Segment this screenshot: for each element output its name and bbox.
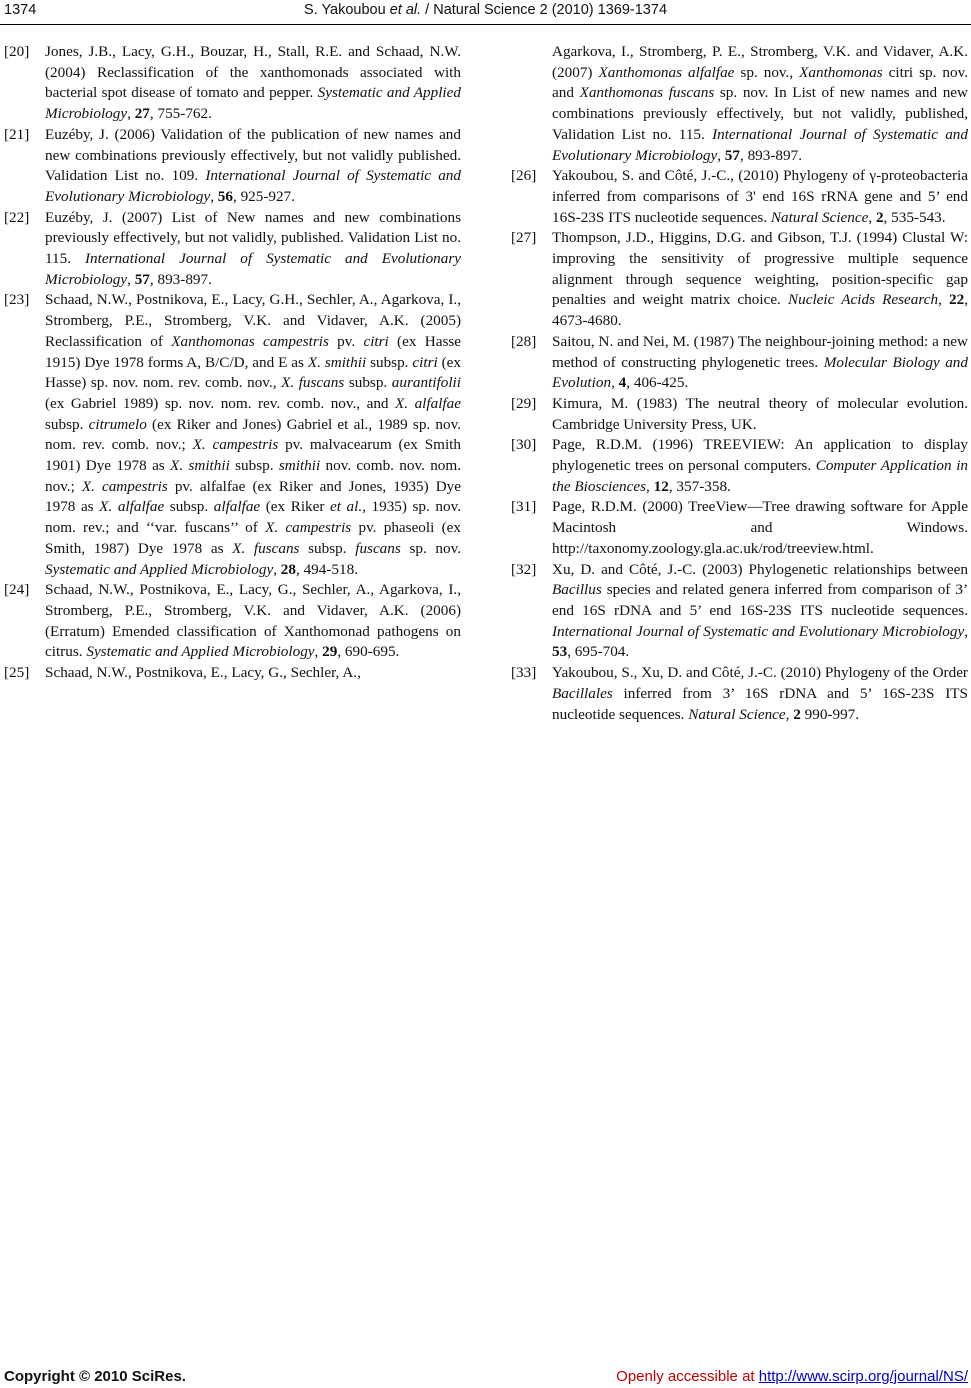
reference-text-segment: pv. (328, 332, 364, 350)
reference-text-segment: Schaad, N.W., Postnikova, E., Lacy, G., Sechler, A., Agarkova, I., Stromberg, P.E., Stromberg, V.K. and Vidaver, A.K. (2006) (Erratum) Emended classification of Xanthomonad pathogens on citrus. (45, 581, 461, 661)
reference-italic-text: X. alfalfae (395, 394, 461, 412)
reference-text-segment: , 925-927. (232, 187, 295, 205)
reference-text-segment: sp. nov. (400, 539, 461, 557)
reference-italic-text: alfalfae (213, 498, 261, 516)
reference-number: [32] (511, 560, 537, 578)
reference-italic-text: Xanthomonas (799, 63, 883, 81)
reference-italic-text: Xanthomonas alfalfae (598, 63, 735, 81)
reference-text-segment: , (646, 477, 654, 495)
reference-number: [25] (4, 664, 30, 682)
reference-number: [21] (4, 125, 30, 143)
reference-text-segment: , (717, 146, 725, 164)
reference-volume: 27 (134, 105, 150, 123)
reference-text-segment: pv. alfalfae (ex Riker and Jones, 1935) Dye 1978 as (45, 477, 462, 516)
reference-entry (511, 166, 968, 228)
reference-text-segment: Xu, D. and Côté, J.-C. (2003) Phylogenetic relationships between (552, 560, 968, 578)
reference-text (552, 332, 968, 394)
reference-italic-text: Molecular Biology and Evolution (552, 353, 968, 392)
page-header (0, 0, 971, 24)
reference-entry (4, 580, 461, 663)
reference-italic-text: Xanthomonas campestris (171, 332, 329, 350)
reference-entry (4, 208, 461, 291)
reference-number: [20] (4, 43, 30, 60)
header-rule (0, 24, 971, 25)
reference-text-segment: , (273, 560, 281, 578)
reference-text-segment: subsp. (366, 353, 413, 371)
reference-text-segment: Kimura, M. (1983) The neutral theory of molecular evolution. Cambridge University Press, UK. (552, 394, 968, 433)
reference-entry (511, 435, 968, 497)
reference-text-segment: , (611, 374, 619, 392)
reference-text-segment: , (210, 187, 218, 205)
reference-text-segment: (ex Hasse 1915) Dye 1978 forms A, B/C/D, and E as (45, 332, 462, 371)
reference-number: [28] (511, 332, 537, 350)
reference-text-segment: Euzéby, J. (2006) Validation of the publication of new names and new combinations previously effectively, but not validly published. Validation List no. 109. (45, 125, 461, 185)
references-right-column (511, 42, 968, 725)
reference-italic-text: citri (363, 332, 389, 350)
reference-italic-text: et al., (330, 498, 366, 516)
reference-volume: 22 (949, 291, 965, 309)
journal-link[interactable]: http://www.scirp.org/journal/NS/ (758, 1368, 968, 1385)
reference-number: [24] (4, 581, 30, 599)
reference-text-segment: citri sp. nov. and (552, 63, 968, 102)
reference-number: [26] (511, 167, 537, 185)
reference-italic-text: X. fuscans (281, 374, 345, 392)
reference-text-segment: Saitou, N. and Nei, M. (1987) The neighbour-joining method: a new method of constructing phylogenetic trees. (552, 332, 968, 371)
reference-text-segment: species and related genera inferred from comparison of 3’ end 16S rDNA and 5’ end 16S-23S ITS nucleotide sequences. (552, 581, 968, 619)
reference-entry (511, 332, 968, 394)
reference-text-segment: , (314, 643, 323, 661)
reference-text-segment: subsp. (164, 498, 214, 516)
reference-text-segment: , 535-543. (883, 208, 946, 226)
reference-entry (4, 663, 461, 684)
reference-entry (511, 497, 968, 559)
page-footer (0, 1368, 971, 1388)
reference-volume: 29 (322, 643, 338, 661)
reference-text-segment: subsp. (229, 457, 279, 475)
reference-volume: 57 (724, 146, 740, 164)
reference-text-segment: , 690-695. (337, 643, 400, 661)
reference-text-segment: inferred from 3’ 16S rDNA and 5’ 16S-23S ITS nucleotide sequences. (552, 684, 968, 723)
reference-text-segment: Schaad, N.W., Postnikova, E., Lacy, G.H., Sechler, A., Agarkova, I., Stromberg, P.E., Stromberg, V.K. and Vidaver, A.K. (2005) Reclassification of (45, 291, 461, 350)
reference-italic-text: International Journal of Systematic and Evolutionary Microbiology (45, 167, 461, 205)
reference-text-segment: (ex Gabriel 1989) sp. nov. nom. rev. comb. nov., and (45, 394, 396, 412)
reference-volume: 2 (875, 208, 884, 226)
reference-text-segment: Yakoubou, S., Xu, D. and Côté, J.-C. (2010) Phylogeny of the Order (552, 664, 968, 682)
reference-text-segment: Schaad, N.W., Postnikova, E., Lacy, G., Sechler, A., (45, 664, 361, 682)
reference-italic-text: X. alfalfae (99, 498, 165, 516)
reference-volume: 57 (134, 270, 150, 288)
reference-text-segment: pv. malvacearum (ex Smith 1901) Dye 1978 as (45, 436, 461, 475)
running-head (0, 2, 971, 18)
reference-text-segment: (ex Riker (260, 498, 331, 516)
reference-volume: 53 (552, 643, 568, 661)
reference-text-segment: Yakoubou, S. and Côté, J.-C., (2010) Phylogeny of γ-proteobacteria inferred from comparisons of 3' end 16S rRNA gene and 5’ end 16S-23S ITS nucleotide sequences. (552, 167, 968, 226)
reference-number: [30] (511, 436, 537, 454)
reference-text-segment: Thompson, J.D., Higgins, D.G. and Gibson, T.J. (1994) Clustal W: improving the sensitivity of progressive multiple sequence alignment through sequence weighting, position-specific gap penalties and weight matrix choice. (552, 229, 968, 309)
reference-entry (4, 290, 461, 580)
reference-text-segment: Agarkova, I., Stromberg, P. E., Stromberg, V.K. and Vidaver, A.K. (2007) (552, 43, 968, 81)
reference-text-segment: subsp. (344, 374, 392, 392)
references-left-column (4, 42, 461, 684)
reference-text-segment: 1935) sp. nov. nom. rev.; and ‘‘var. fuscans’’ of (45, 498, 461, 537)
reference-text-segment: Jones, J.B., Lacy, G.H., Bouzar, H., Stall, R.E. and Schaad, N.W. (2004) Reclassification of the xanthomonads associated with bacterial spot disease of tomato and pepper. (45, 43, 461, 102)
reference-text (552, 663, 968, 725)
copyright-notice: Copyright © 2010 SciRes. (4, 1368, 186, 1385)
reference-number: [29] (511, 394, 537, 412)
reference-entry (511, 42, 968, 166)
reference-volume: 28 (280, 560, 296, 578)
reference-text-segment: pv. phaseoli (ex Smith, 1987) Dye 1978 as (45, 519, 461, 557)
running-head-authors: S. Yakoubou (303, 2, 390, 18)
reference-italic-text: Systematic and Applied Microbiology (45, 84, 461, 123)
reference-italic-text: Bacillales (552, 684, 613, 702)
reference-italic-text: Bacillus (552, 581, 602, 599)
reference-text (45, 580, 461, 663)
reference-text-segment: subsp. (299, 539, 356, 557)
reference-italic-text: citri (412, 353, 438, 371)
reference-text-segment: Euzéby, J. (2007) List of New names and new combinations previously effectively, but not validly, published. Validation List no. 115. (45, 208, 461, 268)
reference-text-segment: subsp. (45, 415, 89, 433)
reference-entry (4, 125, 461, 208)
reference-text-segment: , (127, 105, 135, 123)
reference-number: [31] (511, 498, 537, 516)
reference-italic-text: X. fuscans (232, 539, 300, 557)
reference-text-segment: , 357-358. (668, 477, 731, 495)
reference-text-segment: sp. nov. In List of new names and new combinations previously effectively, but not validly, published, Validation List no. 115. (552, 84, 969, 143)
reference-italic-text: Natural Science (770, 208, 869, 226)
reference-text (552, 435, 968, 497)
reference-italic-text: Xanthomonas fuscans (579, 84, 715, 102)
reference-text (552, 228, 968, 332)
reference-italic-text: Natural Science (688, 705, 786, 723)
reference-text (45, 42, 461, 125)
reference-text (552, 394, 968, 435)
reference-text (45, 663, 461, 684)
reference-text-segment: , 893-897. (739, 146, 802, 164)
reference-italic-text: X. campestris (265, 519, 352, 537)
reference-volume: 56 (217, 187, 233, 205)
reference-text (45, 290, 461, 580)
reference-italic-text: aurantifolii (391, 374, 461, 392)
reference-text-segment: , 4673-4680. (552, 291, 968, 330)
reference-italic-text: Systematic and Applied Microbiology (86, 643, 315, 661)
reference-italic-text: X. smithii (170, 457, 230, 475)
reference-text (552, 497, 968, 559)
reference-number: [22] (4, 208, 30, 226)
reference-text-segment: 990-997. (800, 705, 860, 723)
reference-entry (4, 42, 461, 125)
reference-text-segment: (ex Hasse) sp. nov. nom. rev. comb. nov., (45, 353, 461, 392)
reference-text (552, 42, 968, 166)
running-head-journal: / Natural Science 2 (2010) 1369-1374 (421, 2, 668, 18)
reference-text-segment: , (868, 208, 876, 226)
reference-entry (511, 560, 968, 664)
reference-text-segment: Page, R.D.M. (2000) TreeView—Tree drawing software for Apple Macintosh and Windows. http://taxonomy.zoology.gla.ac.uk/rod/treeview.html. (552, 498, 968, 557)
reference-text-segment: nov. comb. nov. nom. nov.; (45, 457, 461, 495)
reference-text (45, 125, 461, 208)
reference-text-segment: , (964, 622, 968, 640)
reference-italic-text: X. campestris (192, 436, 279, 454)
reference-entry (511, 394, 968, 435)
reference-italic-text: citrumelo (88, 415, 147, 433)
reference-text-segment: , 893-897. (149, 270, 212, 288)
reference-text-segment: , (785, 705, 794, 723)
reference-text-segment: (ex Riker and Jones) Gabriel et al., 1989 sp. nov. nom. rev. comb. nov.; (45, 415, 461, 454)
open-access-label: Openly accessible at (616, 1368, 759, 1385)
reference-text-segment: , 695-704. (567, 643, 630, 661)
reference-text-segment: , 755-762. (149, 105, 212, 123)
reference-text (552, 166, 968, 228)
reference-number: [23] (4, 291, 30, 309)
reference-volume: 2 (793, 705, 801, 723)
reference-text-segment: Page, R.D.M. (1996) TREEVIEW: An application to display phylogenetic trees on personal computers. (552, 436, 968, 475)
reference-italic-text: Systematic and Applied Microbiology (45, 560, 274, 578)
reference-volume: 4 (618, 374, 627, 392)
reference-volume: 12 (653, 477, 669, 495)
reference-italic-text: X. campestris (81, 477, 168, 495)
reference-italic-text: fuscans (355, 539, 401, 557)
reference-text-segment: sp. nov., (734, 63, 800, 81)
reference-text-segment: , 494-518. (295, 560, 358, 578)
reference-italic-text: Computer Application in the Biosciences (552, 457, 969, 495)
open-access-notice (616, 1368, 968, 1385)
reference-entry (511, 663, 968, 725)
reference-italic-text: smithii (278, 457, 321, 475)
reference-italic-text: International Journal of Systematic and Evolutionary Microbiology (552, 125, 968, 164)
reference-italic-text: X. smithii (307, 353, 367, 371)
reference-number: [33] (511, 664, 537, 682)
reference-text (45, 208, 461, 291)
reference-italic-text: International Journal of Systematic and Evolutionary Microbiology (45, 250, 462, 288)
reference-number: [27] (511, 229, 537, 247)
reference-italic-text: International Journal of Systematic and Evolutionary Microbiology (552, 622, 965, 640)
reference-entry (511, 228, 968, 332)
running-head-et-al: et al. (389, 2, 422, 18)
reference-text-segment: , 406-425. (626, 374, 689, 392)
reference-italic-text: Nucleic Acids Research (788, 291, 939, 309)
reference-text-segment: , (938, 291, 950, 309)
reference-text (552, 560, 968, 664)
reference-text-segment: , (127, 270, 135, 288)
page-number: 1374 (4, 2, 37, 18)
